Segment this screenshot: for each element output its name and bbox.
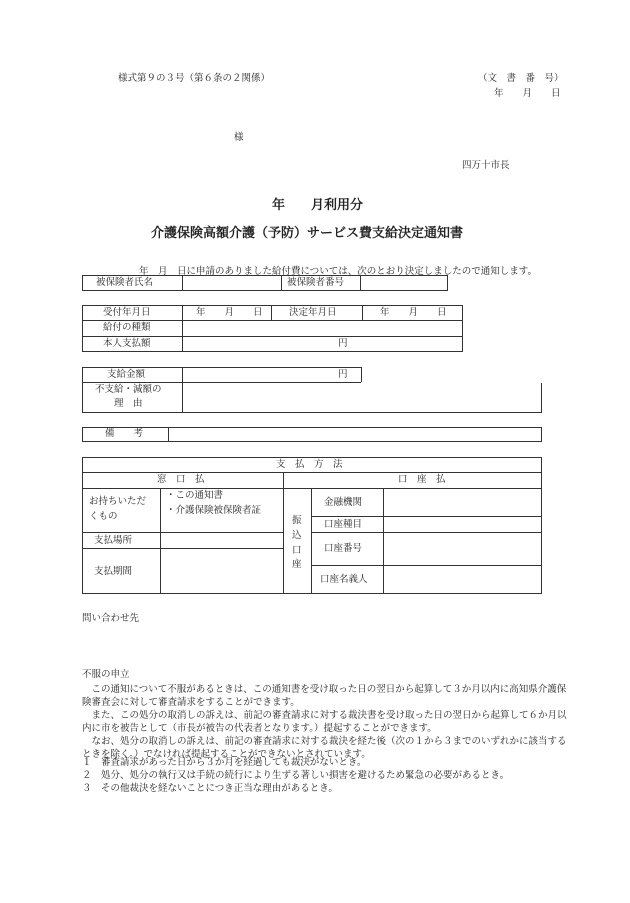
bring-item-card: ・介護保険被保険者証	[166, 505, 262, 516]
appeal-heading: 不服の申立	[82, 669, 130, 680]
insured-number-label: 被保険者番号	[287, 277, 345, 288]
intro-text: 年 月 日に申請のありました給付費については、次のとおり決定しましたので通知します。	[139, 266, 538, 277]
benefit-type-label: 給付の種類	[103, 322, 151, 333]
bring-items-label-2: くもの	[89, 511, 118, 522]
usage-period: 年 月利用分	[272, 198, 364, 213]
transfer-char-2: 込	[292, 530, 302, 541]
bring-items-label-1: お持ちいただ	[89, 496, 147, 507]
self-paid-unit: 円	[338, 338, 348, 349]
account-type-label: 口座種目	[324, 519, 363, 530]
self-paid-label: 本人支払額	[103, 338, 151, 349]
appeal-item-2: ２ 処分、処分の執行又は手続の続行により生ずる著しい損害を避けるため緊急の必要があるとき。	[82, 770, 510, 781]
received-date-value: 年 月 日	[196, 307, 263, 318]
counter-payment-header: 窓 口 払	[157, 474, 205, 485]
transfer-char-3: 口	[292, 545, 302, 556]
appeal-item-3: ３ その他裁決を経ないことにつき正当な理由があるとき。	[82, 783, 338, 794]
bank-label: 金融機関	[324, 497, 363, 508]
account-holder-label: 口座名義人	[320, 574, 368, 585]
remarks-label: 備 考	[105, 428, 144, 439]
form-number: 様式第９の３号（第６条の２関係）	[118, 73, 271, 84]
contact-label: 問い合わせ先	[82, 613, 140, 624]
decided-date-value: 年 月 日	[380, 307, 447, 318]
appeal-paragraph-2: また、この処分の取消しの訴えは、前記の審査請求に対する裁決書を受け取った日の翌日から起算して６か月以内に市を被告として（市長が被告の代表者となります。）提起することができます。	[82, 710, 567, 734]
payment-amount-label: 支給金額	[107, 369, 146, 380]
insured-name-label: 被保険者氏名	[96, 277, 154, 288]
payment-amount-unit: 円	[338, 369, 348, 380]
document-number: （文 書 番 号）	[478, 73, 564, 84]
payment-place-label: 支払場所	[94, 535, 133, 546]
account-payment-header: 口 座 払	[398, 474, 446, 485]
non-payment-label-1: 不支給・減額の	[95, 384, 162, 395]
appeal-item-1: １ 審査請求があった日から３か月を経過しても裁決がないとき。	[82, 757, 367, 768]
issuer: 四万十市長	[462, 160, 510, 171]
addressee-suffix: 様	[234, 132, 244, 143]
non-payment-label-2: 理 由	[114, 398, 143, 409]
account-number-label: 口座番号	[324, 543, 363, 554]
transfer-char-1: 振	[292, 515, 302, 526]
received-date-label: 受付年月日	[103, 307, 151, 318]
issue-date: 年 月 日	[494, 88, 561, 99]
appeal-paragraph-3: なお、処分の取消しの訴えは、前記の審査請求に対する裁決を経た後（次の１から３までのいずれかに該当するときを除く。）でなければ提起することができないとされています。	[82, 736, 567, 760]
decided-date-label: 決定年月日	[289, 307, 337, 318]
payment-period-label: 支払期間	[94, 566, 133, 577]
transfer-char-4: 座	[292, 559, 302, 570]
payment-method-header: 支 払 方 法	[276, 459, 343, 470]
page-title: 介護保険高額介護（予防）サービス費支給決定通知書	[151, 226, 464, 241]
appeal-paragraph-1: この通知について不服があるときは、この通知書を受け取った日の翌日から起算して３か月以内に高知県介護保険審査会に対して審査請求をすることができます。	[82, 684, 567, 708]
bring-item-notice: ・この通知書	[166, 490, 224, 501]
